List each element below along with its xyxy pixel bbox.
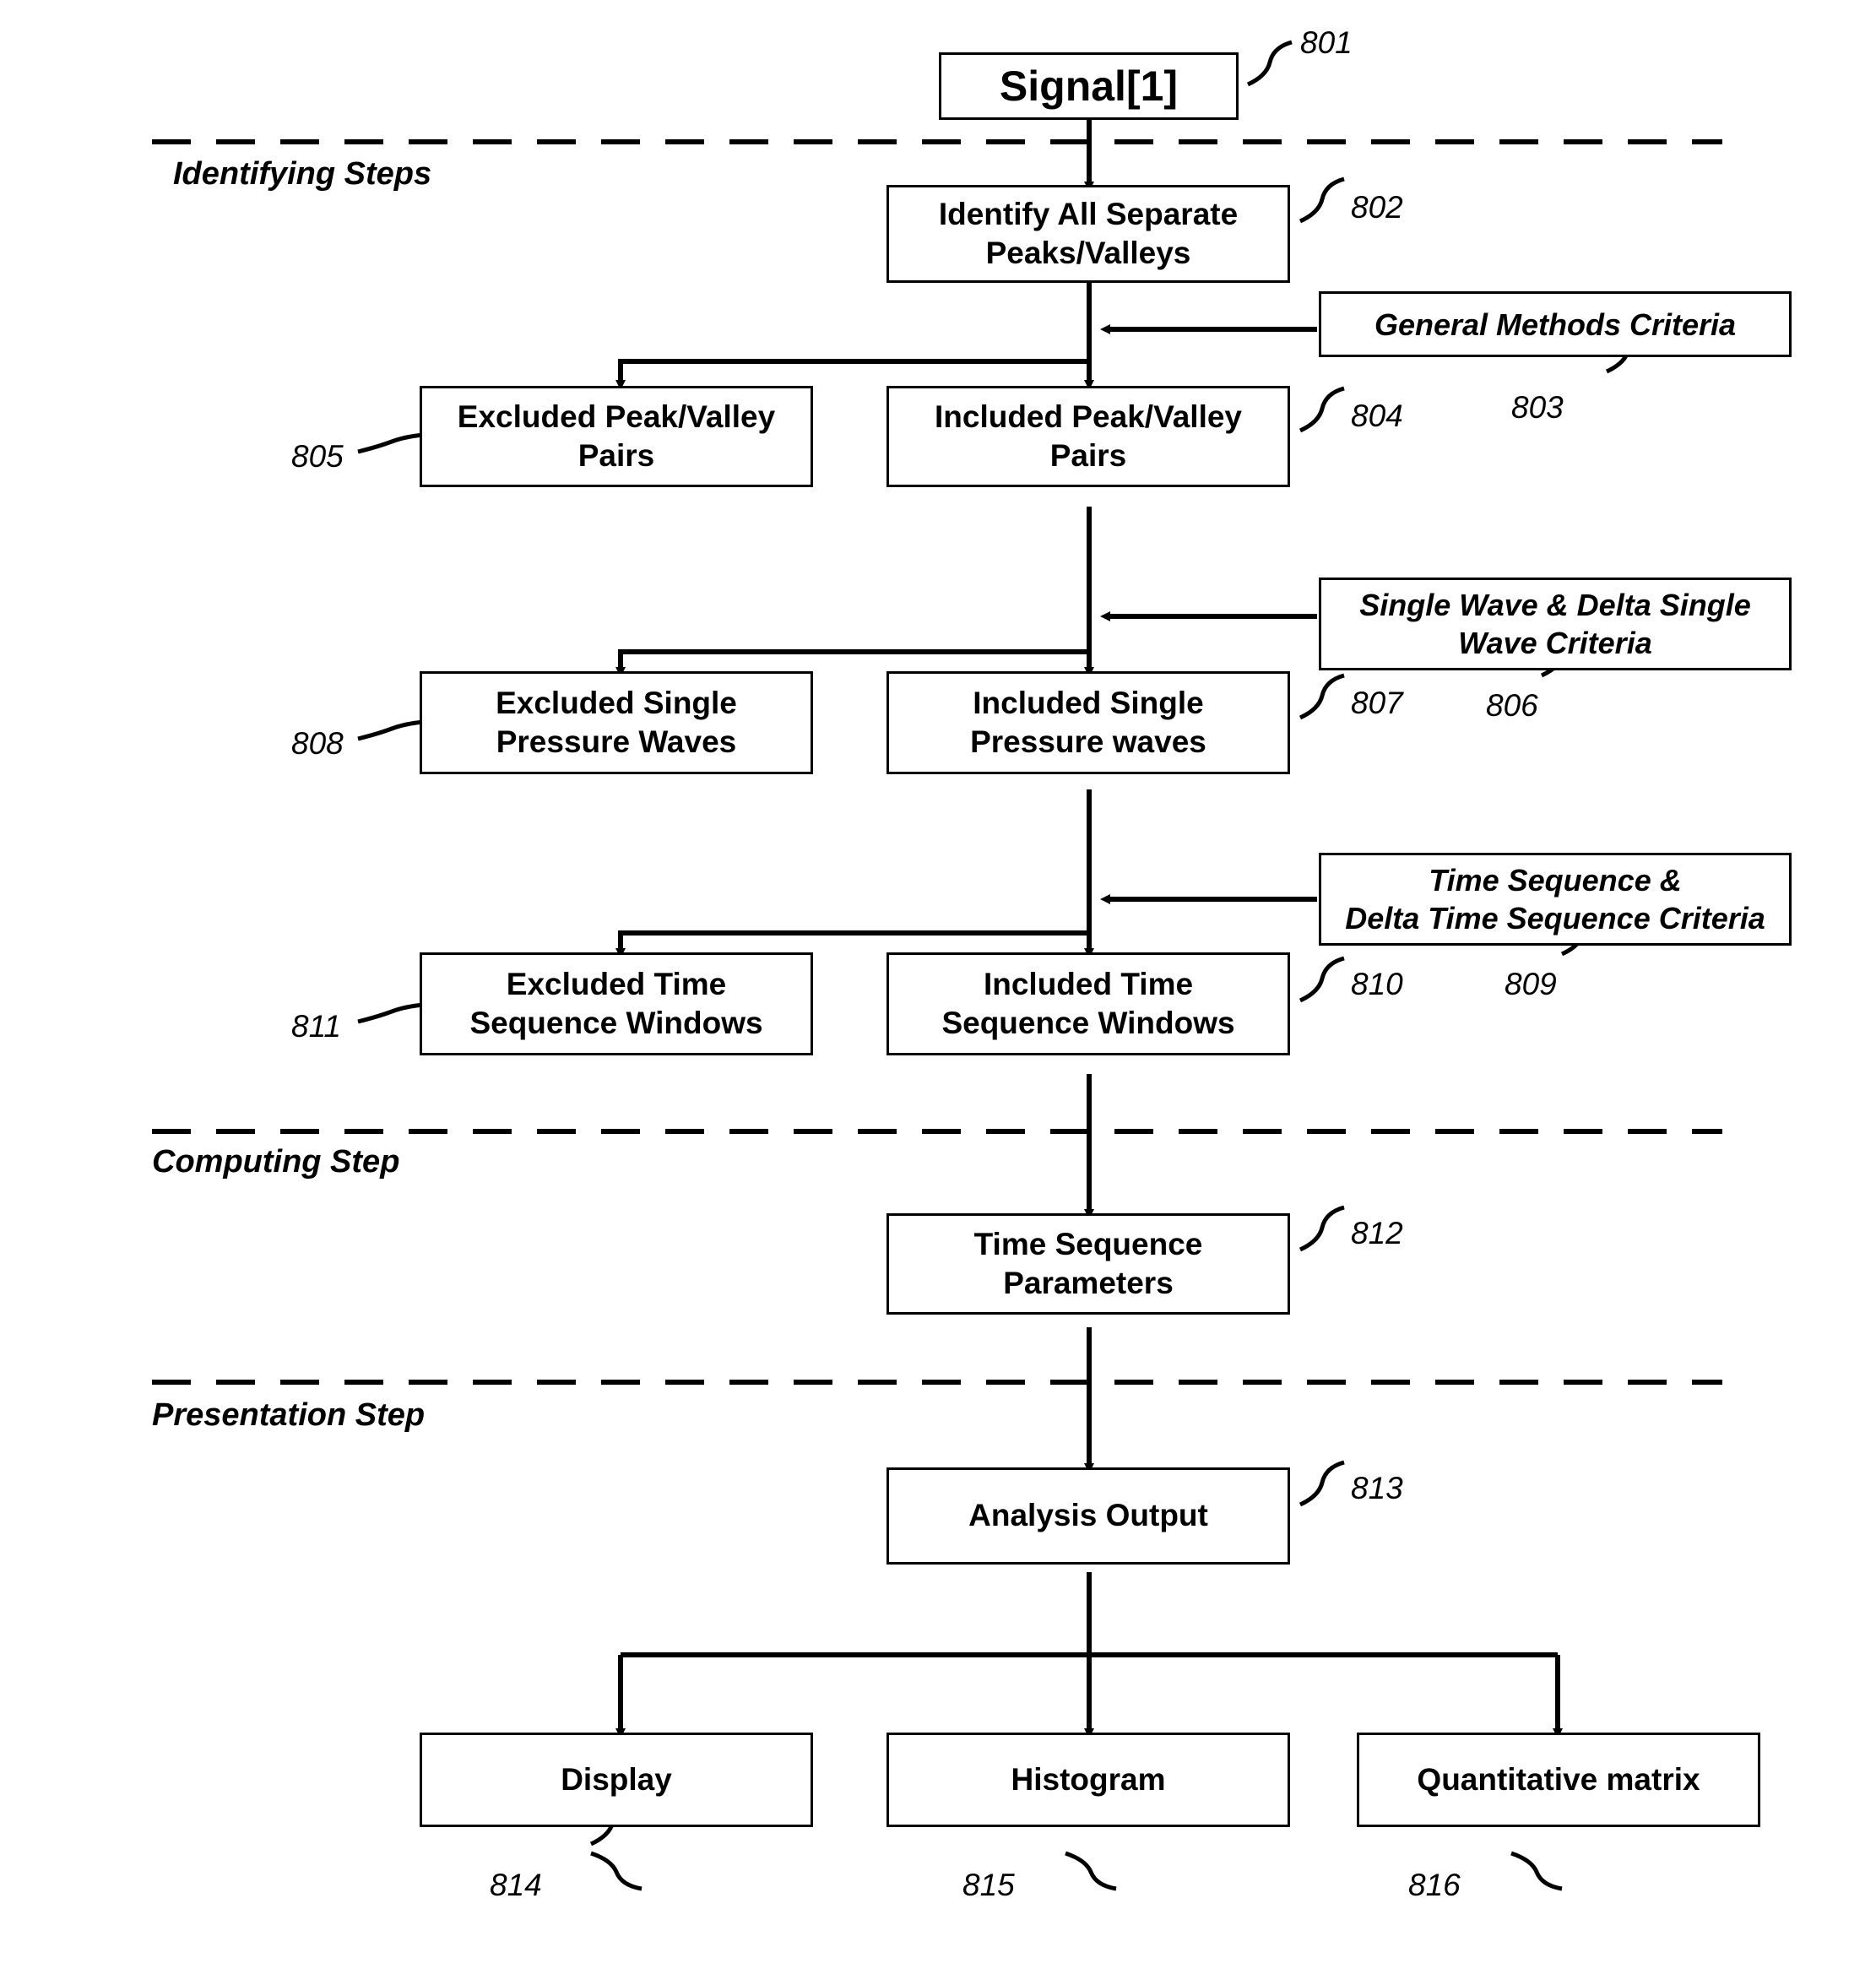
node-time-criteria-line2: Delta Time Sequence Criteria	[1345, 901, 1765, 936]
node-time-criteria-line1: Time Sequence &	[1429, 863, 1682, 898]
node-display[interactable]	[420, 1733, 813, 1827]
node-display-line1: Display	[561, 1761, 672, 1797]
node-excluded-windows-line1: Excluded Time	[506, 966, 727, 1001]
ref-811: 811	[291, 1009, 341, 1044]
ref-815: 815	[962, 1868, 1015, 1902]
node-general-methods-criteria[interactable]	[1319, 291, 1792, 357]
node-parameters-line1: Time Sequence	[973, 1226, 1203, 1261]
node-signal-line1: Signal[1]	[999, 62, 1179, 110]
node-identify-peaks-valleys[interactable]	[886, 185, 1290, 283]
node-excluded-peak-valley-pairs[interactable]	[420, 386, 813, 487]
node-quantitative-matrix-line1: Quantitative matrix	[1417, 1761, 1700, 1797]
ref-812: 812	[1351, 1216, 1403, 1250]
ref-803: 803	[1511, 390, 1564, 425]
node-included-single-pressure-waves[interactable]	[886, 671, 1290, 774]
node-excluded-single-pressure-waves[interactable]	[420, 671, 813, 774]
band-label-presentation: Presentation Step	[152, 1397, 426, 1433]
ref-810: 810	[1351, 967, 1403, 1001]
node-single-wave-criteria-line1: Single Wave & Delta Single	[1359, 588, 1751, 622]
ref-809: 809	[1505, 967, 1557, 1001]
ref-806: 806	[1486, 688, 1538, 723]
node-excluded-time-sequence-windows[interactable]	[420, 952, 813, 1055]
node-excluded-windows-line2: Sequence Windows	[469, 1006, 763, 1040]
node-included-windows-line2: Sequence Windows	[941, 1006, 1235, 1040]
node-analysis-output-line1: Analysis Output	[968, 1498, 1208, 1533]
node-excluded-waves-line1: Excluded Single	[496, 685, 737, 720]
ref-804: 804	[1351, 399, 1403, 433]
node-included-waves-line1: Included Single	[973, 685, 1204, 720]
node-general-criteria-line1: General Methods Criteria	[1374, 306, 1737, 342]
node-included-pairs-line1: Included Peak/Valley	[934, 399, 1243, 434]
node-parameters-line2: Parameters	[1003, 1266, 1174, 1300]
node-excluded-waves-line2: Pressure Waves	[496, 724, 737, 759]
ref-801: 801	[1300, 25, 1353, 60]
ref-805: 805	[291, 439, 344, 474]
band-label-computing: Computing Step	[152, 1144, 400, 1180]
ref-816: 816	[1408, 1868, 1461, 1902]
node-identify-line2: Peaks/Valleys	[985, 236, 1191, 270]
node-single-wave-criteria-line2: Wave Criteria	[1458, 626, 1652, 660]
node-time-sequence-criteria[interactable]	[1319, 853, 1792, 946]
node-analysis-output[interactable]	[886, 1467, 1290, 1565]
node-time-sequence-parameters[interactable]	[886, 1213, 1290, 1315]
node-histogram-line1: Histogram	[1011, 1761, 1166, 1797]
ref-814: 814	[490, 1868, 542, 1902]
node-excluded-pairs-line1: Excluded Peak/Valley	[457, 399, 776, 434]
band-label-identifying: Identifying Steps	[173, 156, 432, 192]
node-excluded-pairs-line2: Pairs	[577, 438, 655, 473]
node-signal[interactable]	[939, 52, 1239, 120]
node-quantitative-matrix[interactable]	[1357, 1733, 1760, 1827]
ref-802: 802	[1351, 190, 1403, 225]
node-included-waves-line2: Pressure waves	[970, 724, 1206, 759]
ref-813: 813	[1351, 1471, 1403, 1505]
node-histogram[interactable]	[886, 1733, 1290, 1827]
node-included-windows-line1: Included Time	[983, 966, 1194, 1001]
node-identify-line1: Identify All Separate	[938, 196, 1239, 231]
ref-807: 807	[1351, 686, 1403, 720]
ref-808: 808	[291, 726, 344, 761]
node-included-pairs-line2: Pairs	[1049, 438, 1127, 473]
node-single-wave-criteria[interactable]	[1319, 578, 1792, 670]
node-included-peak-valley-pairs[interactable]	[886, 386, 1290, 487]
node-included-time-sequence-windows[interactable]	[886, 952, 1290, 1055]
